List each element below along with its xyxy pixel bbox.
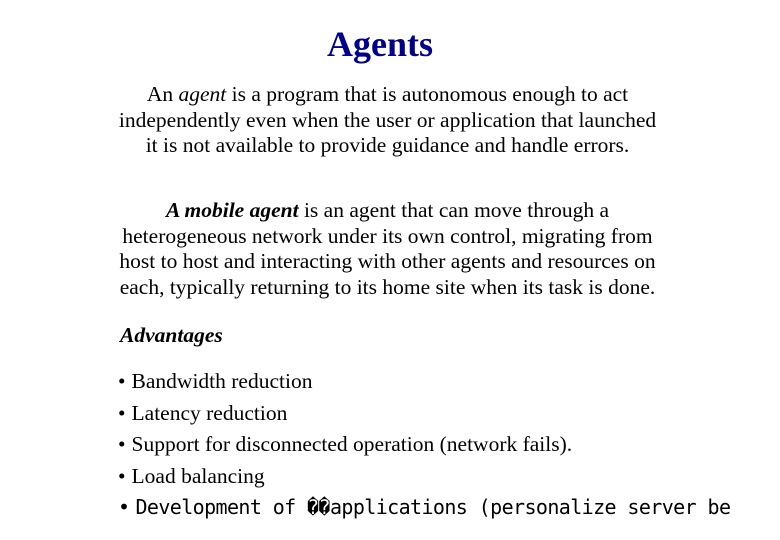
list-item-text: Support for disconnected operation (network fails). — [131, 432, 573, 456]
agent-definition-paragraph — [80, 82, 695, 159]
list-item — [118, 492, 730, 524]
mobile-agent-line-2: heterogeneous network under its own control, migrating from — [122, 223, 653, 248]
mobile-agent-term: A mobile agent — [165, 198, 299, 222]
agent-definition-prefix: An — [146, 82, 179, 106]
bullet-icon: • — [118, 369, 126, 393]
advantages-heading-text: Advantages — [120, 323, 223, 347]
list-item-text: Development of ��applications (personalize server be — [135, 495, 731, 519]
mobile-agent-definition-paragraph — [80, 198, 695, 300]
mobile-agent-line-4: each, typically returning to its home site when its task is done. — [119, 274, 656, 299]
list-item — [118, 366, 730, 398]
list-item-text: Bandwidth reduction — [131, 369, 313, 393]
agent-definition-line-2: independently even when the user or application that launched — [118, 107, 657, 132]
bullet-icon: • — [118, 400, 126, 425]
mobile-agent-line-1 — [80, 198, 695, 224]
list-item — [118, 429, 730, 461]
list-item — [118, 461, 730, 493]
mobile-agent-line-3: host to host and interacting with other agents and resources on — [119, 249, 656, 273]
mobile-agent-line-1-rest: is an agent that can move through a — [298, 198, 610, 222]
agent-term: agent — [178, 82, 227, 106]
agent-definition-line-3: it is not available to provide guidance and handle errors. — [145, 133, 630, 157]
agent-definition-line-1 — [80, 82, 695, 108]
list-item-text: Latency reduction — [131, 400, 288, 425]
agent-definition-line-1-rest: is a program that is autonomous enough to act — [226, 82, 629, 106]
advantages-heading — [120, 322, 223, 348]
bullet-icon: • — [118, 495, 130, 519]
list-item — [118, 398, 730, 430]
slide-title: Agents — [327, 24, 433, 64]
advantages-list — [118, 366, 730, 524]
bullet-icon: • — [118, 463, 126, 488]
bullet-icon: • — [118, 432, 126, 456]
list-item-text: Load balancing — [131, 463, 265, 488]
